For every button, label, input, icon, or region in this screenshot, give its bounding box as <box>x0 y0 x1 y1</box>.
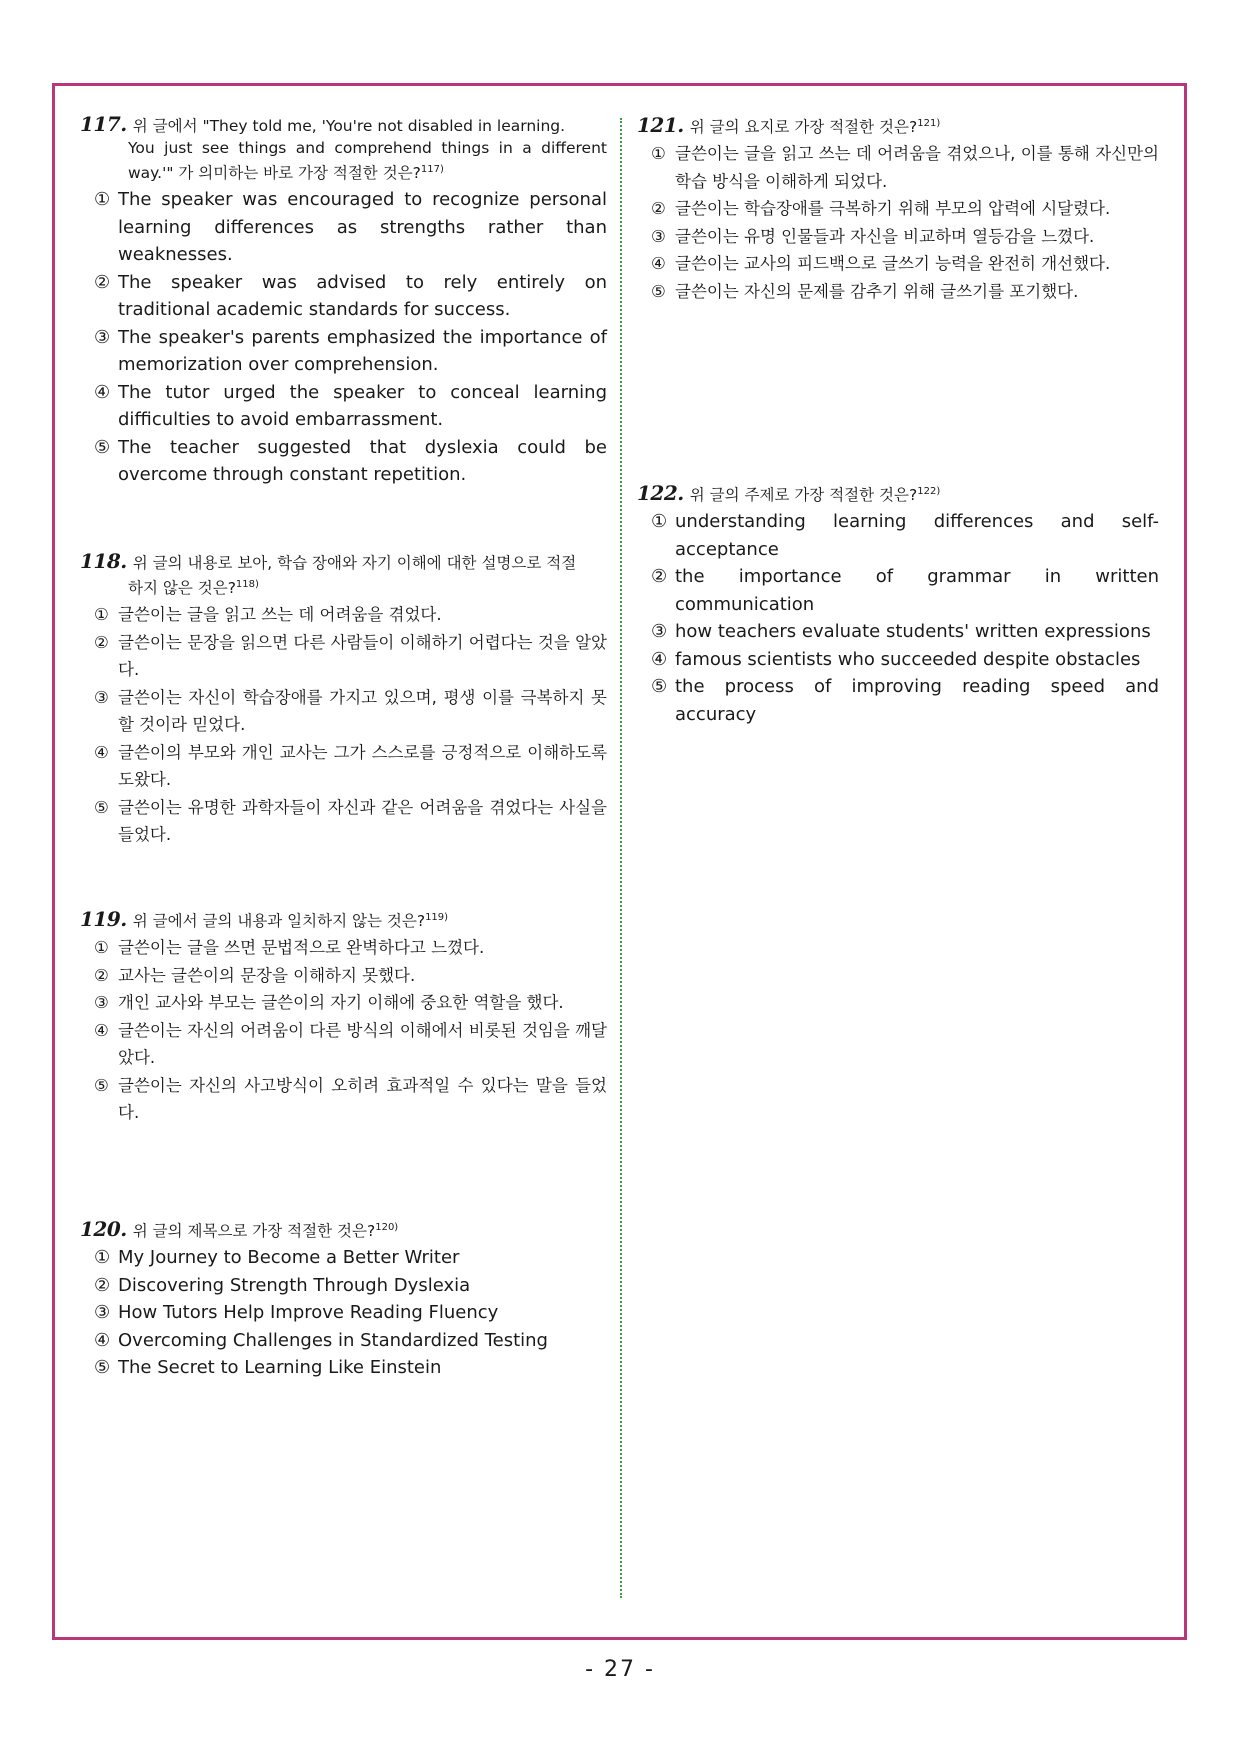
option-mark: ③ <box>94 993 109 1013</box>
question-stem <box>80 550 607 599</box>
option-text: 글쓴이는 자신의 사고방식이 오히려 효과적일 수 있다는 말을 들었다. <box>118 1075 607 1123</box>
option-text: The speaker was advised to rely entirely on traditional academic standards for success. <box>118 271 607 321</box>
question-number: 119. <box>80 907 127 932</box>
column-divider <box>620 118 622 1598</box>
option-mark: ⑤ <box>94 797 109 817</box>
option[interactable] <box>80 186 607 269</box>
option-mark: ⑤ <box>651 676 668 698</box>
option-mark: ① <box>94 938 109 958</box>
option[interactable] <box>637 563 1159 618</box>
option-text: the process of improving reading speed and accuracy <box>675 676 1159 725</box>
option[interactable] <box>80 934 607 962</box>
option-list <box>80 601 607 849</box>
option-text: 글쓴이는 문장을 읽으면 다른 사람들이 이해하기 어렵다는 것을 알았다. <box>118 632 607 680</box>
stem-line: 위 글에서 글의 내용과 일치하지 않는 것은? <box>132 912 426 931</box>
option-list <box>80 1244 607 1382</box>
footnote-ref: 119) <box>425 912 449 923</box>
option-text: My Journey to Become a Better Writer <box>118 1247 460 1269</box>
option-mark: ② <box>651 199 666 219</box>
option-mark: ② <box>94 1274 111 1296</box>
option[interactable] <box>80 989 607 1017</box>
option-mark: ① <box>94 1247 111 1269</box>
question-stem <box>637 113 1159 138</box>
option-text: understanding learning differences and self-acceptance <box>675 511 1159 560</box>
option-mark: ② <box>94 965 109 985</box>
stem-line: 위 글의 주제로 가장 적절한 것은? <box>689 486 918 505</box>
option[interactable] <box>80 324 607 379</box>
option-mark: ① <box>94 605 109 625</box>
option[interactable] <box>80 379 607 434</box>
footnote-ref: 122) <box>917 486 941 497</box>
question-number: 118. <box>80 549 127 573</box>
option-mark: ③ <box>651 621 668 643</box>
option-text: 글쓴이는 자신의 어려움이 다른 방식의 이해에서 비롯된 것임을 깨달았다. <box>118 1020 607 1068</box>
option-text: The teacher suggested that dyslexia could be overcome through constant repetition. <box>118 436 607 486</box>
option[interactable] <box>637 140 1159 195</box>
option-text: 교사는 글쓴이의 문장을 이해하지 못했다. <box>118 965 416 985</box>
option-text: famous scientists who succeeded despite obstacles <box>675 648 1141 670</box>
question-number: 117. <box>80 112 127 136</box>
question-120 <box>80 1217 607 1382</box>
option-list <box>637 140 1159 305</box>
option-mark: ① <box>94 189 111 211</box>
stem-line: 위 글의 내용로 보아, 학습 장애와 자기 이해에 대한 설명으로 적절 <box>132 554 577 572</box>
option-mark: ④ <box>94 742 109 762</box>
option[interactable] <box>80 1017 607 1072</box>
option-text: 글쓴이는 글을 쓰면 문법적으로 완벽하다고 느꼈다. <box>118 938 485 958</box>
stem-line: 위 글에서 "They told me, 'You're not disabled in learning. <box>132 117 566 135</box>
option[interactable] <box>637 508 1159 563</box>
stem-line: 위 글의 요지로 가장 적절한 것은? <box>689 118 918 137</box>
option-text: 글쓴이는 학습장애를 극복하기 위해 부모의 압력에 시달렸다. <box>675 199 1111 219</box>
option-text: how teachers evaluate students' written expressions <box>675 621 1151 643</box>
option[interactable] <box>80 601 607 629</box>
option[interactable] <box>80 1299 607 1327</box>
footnote-ref: 117) <box>420 164 444 175</box>
question-stem <box>80 1217 607 1242</box>
option[interactable] <box>80 1072 607 1127</box>
option[interactable] <box>80 684 607 739</box>
option-mark: ④ <box>651 648 668 670</box>
question-number: 120. <box>80 1217 127 1242</box>
footnote-ref: 118) <box>235 579 259 590</box>
option-mark: ⑤ <box>651 281 666 301</box>
option-mark: ④ <box>94 381 111 403</box>
option-list <box>80 186 607 489</box>
question-118 <box>80 550 607 849</box>
option[interactable] <box>637 195 1159 223</box>
option-text: 글쓴이는 교사의 피드백으로 글쓰기 능력을 완전히 개선했다. <box>675 254 1111 274</box>
option-text: 글쓴이는 유명한 과학자들이 자신과 같은 어려움을 겪었다는 사실을 들었다. <box>118 797 607 845</box>
option-mark: ⑤ <box>94 1075 109 1095</box>
option-text: The Secret to Learning Like Einstein <box>118 1357 442 1379</box>
question-117 <box>80 113 607 489</box>
option[interactable] <box>80 794 607 849</box>
option[interactable] <box>637 673 1159 728</box>
option-text: 글쓴이는 자신의 문제를 감추기 위해 글쓰기를 포기했다. <box>675 281 1079 301</box>
question-stem <box>637 481 1159 506</box>
option-mark: ② <box>94 632 109 652</box>
option[interactable] <box>637 250 1159 278</box>
option-mark: ③ <box>94 1302 111 1324</box>
option-mark: ③ <box>651 226 666 246</box>
option-text: The speaker's parents emphasized the importance of memorization over comprehension. <box>118 326 607 376</box>
option-text: 개인 교사와 부모는 글쓴이의 자기 이해에 중요한 역할을 했다. <box>118 993 564 1013</box>
question-122 <box>637 481 1159 728</box>
option[interactable] <box>637 223 1159 251</box>
question-121 <box>637 113 1159 305</box>
option-mark: ② <box>94 271 111 293</box>
option-mark: ① <box>651 144 666 164</box>
stem-line: 위 글의 제목으로 가장 적절한 것은? <box>132 1222 376 1241</box>
option-mark: ④ <box>94 1020 109 1040</box>
option[interactable] <box>637 278 1159 306</box>
option-text: 글쓴이는 글을 읽고 쓰는 데 어려움을 겪었으나, 이를 통해 자신만의 학습 방식을 이해하게 되었다. <box>675 144 1159 191</box>
option-mark: ⑤ <box>94 1357 111 1379</box>
option[interactable] <box>80 1244 607 1272</box>
option[interactable] <box>637 618 1159 646</box>
option-mark: ③ <box>94 687 109 707</box>
question-119 <box>80 907 607 1127</box>
footnote-ref: 120) <box>375 1222 399 1233</box>
option-text: 글쓴이는 글을 읽고 쓰는 데 어려움을 겪었다. <box>118 605 442 625</box>
question-stem <box>80 113 607 184</box>
option[interactable] <box>637 646 1159 674</box>
option-list <box>80 934 607 1127</box>
option-list <box>637 508 1159 728</box>
option[interactable] <box>80 629 607 684</box>
option-text: 글쓴이의 부모와 개인 교사는 그가 스스로를 긍정적으로 이해하도록 도왔다. <box>118 742 607 790</box>
option-text: 글쓴이는 자신이 학습장애를 가지고 있으며, 평생 이를 극복하지 못할 것이라 믿었다. <box>118 687 607 735</box>
option[interactable] <box>80 434 607 489</box>
option-text: the importance of grammar in written communication <box>675 566 1159 615</box>
question-number: 122. <box>637 481 684 506</box>
option-mark: ③ <box>94 326 111 348</box>
page-number: - 27 - <box>585 1657 655 1682</box>
option-mark: ① <box>651 511 668 533</box>
stem-continuation: You just see things and comprehend things in a different way.'" 가 의미하는 바로 가장 적절한 것은? <box>128 139 607 183</box>
option[interactable] <box>80 962 607 990</box>
option[interactable] <box>80 269 607 324</box>
option-text: Overcoming Challenges in Standardized Testing <box>118 1329 548 1351</box>
option[interactable] <box>80 1327 607 1355</box>
option-mark: ⑤ <box>94 436 111 458</box>
question-number: 121. <box>637 113 684 138</box>
option-text: 글쓴이는 유명 인물들과 자신을 비교하며 열등감을 느꼈다. <box>675 226 1095 246</box>
stem-continuation: 하지 않은 것은? <box>128 579 236 598</box>
option-text: Discovering Strength Through Dyslexia <box>118 1274 471 1296</box>
option-text: The speaker was encouraged to recognize personal learning differences as strengths rather than weaknesses. <box>118 189 607 266</box>
option-mark: ④ <box>651 254 666 274</box>
option[interactable] <box>80 739 607 794</box>
option[interactable] <box>80 1354 607 1382</box>
option-text: How Tutors Help Improve Reading Fluency <box>118 1302 499 1324</box>
option-mark: ② <box>651 566 668 588</box>
option-mark: ④ <box>94 1329 111 1351</box>
question-stem <box>80 907 607 932</box>
option[interactable] <box>80 1272 607 1300</box>
footnote-ref: 121) <box>917 118 941 129</box>
option-text: The tutor urged the speaker to conceal learning difficulties to avoid embarrassment. <box>118 381 607 431</box>
